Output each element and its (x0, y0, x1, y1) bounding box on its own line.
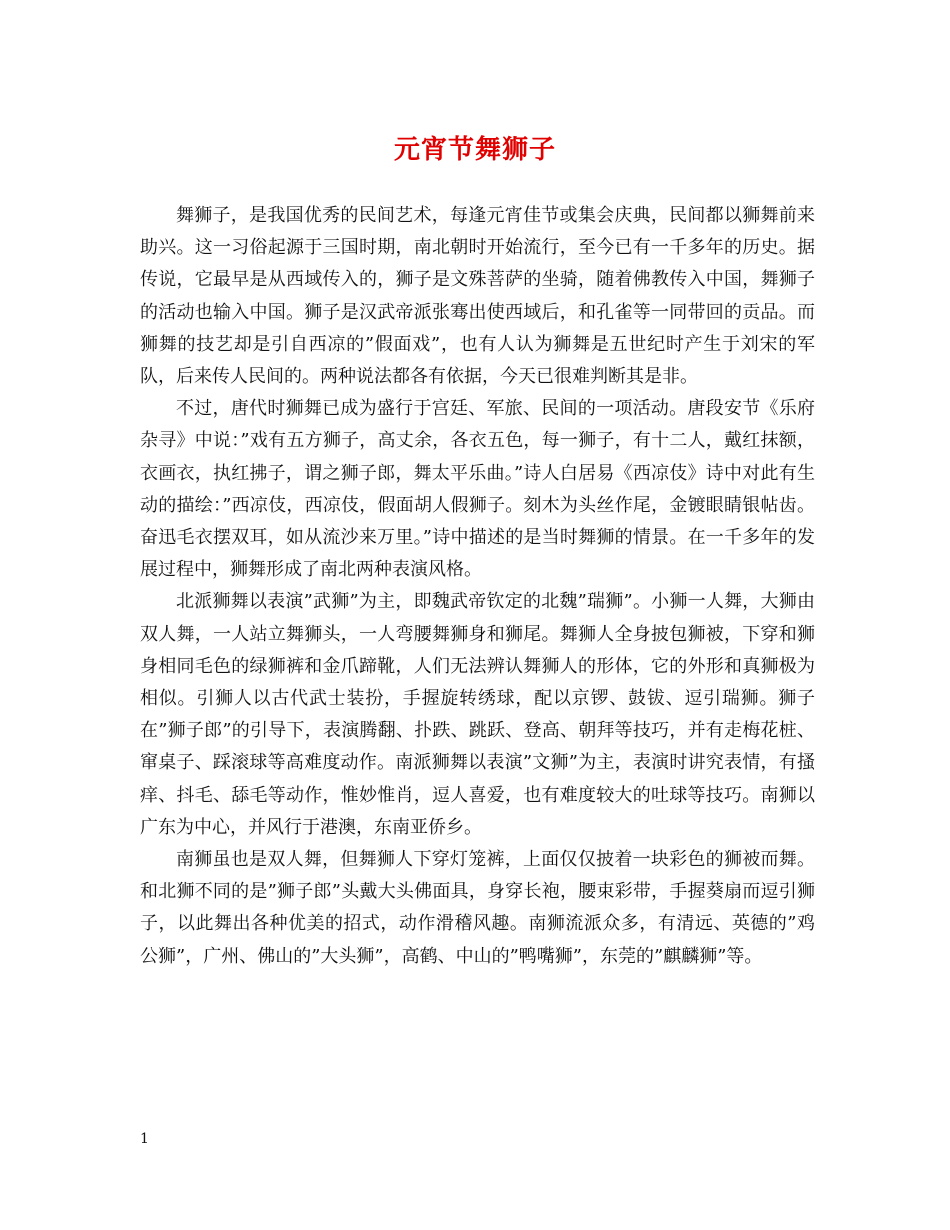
paragraph-2: 不过，唐代时狮舞已成为盛行于宫廷、军旅、民间的一项活动。唐段安节《乐府杂寻》中说：”戏有五方狮子，高丈余，各衣五色，每一狮子，有十二人，戴红抹额，衣画衣，执红拂子，谓之狮子郎，舞太平乐曲。”诗人白居易《西凉伎》诗中对此有生动的描绘：”西凉伎，西凉伎，假面胡人假狮子。刻木为头丝作尾，金镀眼睛银帖齿。奋迅毛衣摆双耳，如从流沙来万里。”诗中描述的是当时舞狮的情景。在一千多年的发展过程中，狮舞形成了南北两种表演风格。 (140, 398, 815, 581)
page-number: 1 (140, 1131, 149, 1147)
document-body (140, 200, 815, 973)
paragraph-1: 舞狮子，是我国优秀的民间艺术，每逢元宵佳节或集会庆典，民间都以狮舞前来助兴。这一习俗起源于三国时期，南北朝时开始流行，至今已有一千多年的历史。据传说，它最早是从西域传入的，狮子是文殊菩萨的坐骑，随着佛教传入中国，舞狮子的活动也输入中国。狮子是汉武帝派张骞出使西域后，和孔雀等一同带回的贡品。而狮舞的技艺却是引自西凉的”假面戏”，也有人认为狮舞是五世纪时产生于刘宋的军队，后来传人民间的。两种说法都各有依据，今天已很难判断其是非。 (140, 205, 815, 388)
document-title: 元宵节舞狮子 (393, 135, 556, 165)
paragraph-3: 北派狮舞以表演”武狮”为主，即魏武帝钦定的北魏”瑞狮”。小狮一人舞，大狮由双人舞，一人站立舞狮头，一人弯腰舞狮身和狮尾。舞狮人全身披包狮被，下穿和狮身相同毛色的绿狮裤和金爪蹄靴，人们无法辨认舞狮人的形体，它的外形和真狮极为相似。引狮人以古代武士装扮，手握旋转绣球，配以京锣、鼓钹、逗引瑞狮。狮子在”狮子郎”的引导下，表演腾翻、扑跌、跳跃、登高、朝拜等技巧，并有走梅花桩、窜桌子、踩滚球等高难度动作。南派狮舞以表演”文狮”为主，表演时讲究表情，有搔痒、抖毛、舔毛等动作，惟妙惟肖，逗人喜爱，也有难度较大的吐球等技巧。南狮以广东为中心，并风行于港澳，东南亚侨乡。 (140, 591, 815, 838)
paragraph-4: 南狮虽也是双人舞，但舞狮人下穿灯笼裤，上面仅仅披着一块彩色的狮被而舞。和北狮不同的是”狮子郎”头戴大头佛面具，身穿长袍，腰束彩带，手握葵扇而逗引狮子，以此舞出各种优美的招式，动作滑稽风趣。南狮流派众多，有清远、英德的”鸡公狮”，广州、佛山的”大头狮”，高鹤、中山的”鸭嘴狮”，东莞的”麒麟狮”等。 (140, 849, 815, 967)
